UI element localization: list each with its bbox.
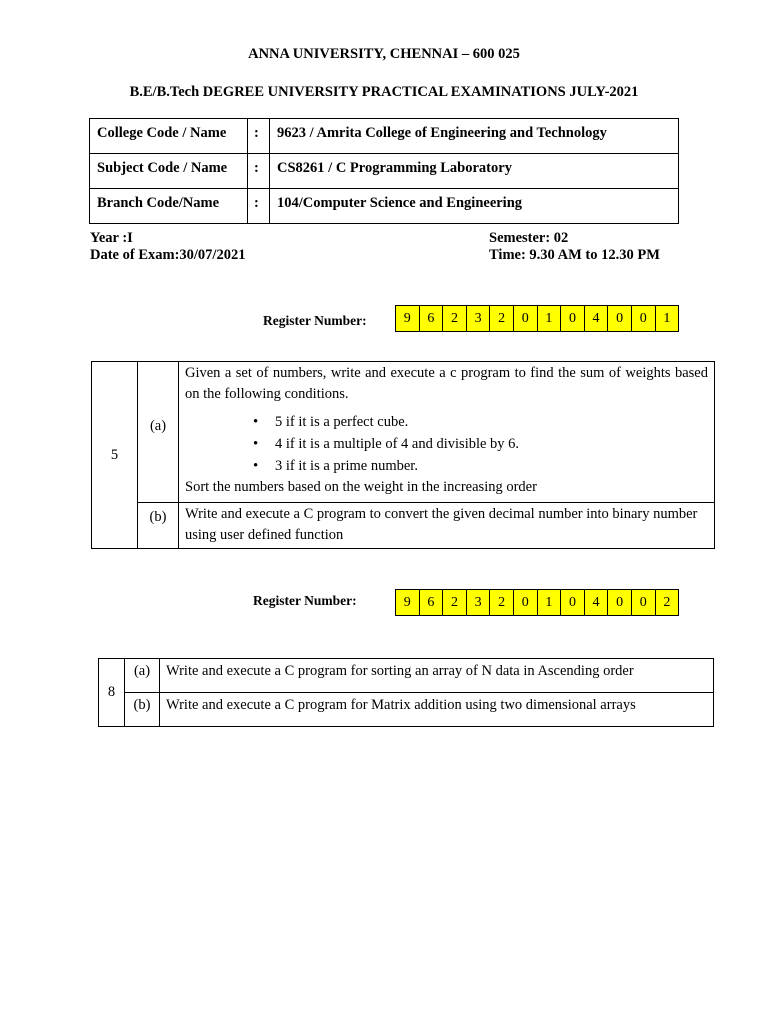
part-b-text: Write and execute a C program for Matrix addition using two dimensional arrays	[160, 693, 714, 727]
info-value: 9623 / Amrita College of Engineering and Technology	[270, 119, 679, 154]
part-b-text: Write and execute a C program to convert the given decimal number into binary number using user defined function	[179, 503, 715, 549]
register-digit: 0	[631, 306, 655, 332]
part-a-text: Write and execute a C program for sorting an array of N data in Ascending order	[160, 659, 714, 693]
register-digit: 3	[466, 590, 490, 616]
register-digit: 6	[419, 306, 443, 332]
register-digit: 2	[443, 590, 467, 616]
register-digit: 0	[608, 590, 632, 616]
register-digit: 9	[396, 306, 420, 332]
info-row-college	[90, 119, 679, 154]
register-digit: 1	[655, 306, 679, 332]
list-item: • 4 if it is a multiple of 4 and divisible by 6.	[275, 433, 708, 455]
part-a-label: (a)	[125, 659, 160, 693]
question-number: 8	[99, 659, 125, 727]
part-a-intro: Given a set of numbers, write and execute a c program to find the sum of weights based on the following conditions.	[185, 365, 708, 402]
info-value: 104/Computer Science and Engineering	[270, 189, 679, 224]
register-digit: 2	[490, 306, 514, 332]
register-digit: 0	[561, 306, 585, 332]
part-b-label: (b)	[138, 503, 179, 549]
question-8-table	[98, 658, 714, 727]
register-number-2	[395, 589, 679, 616]
register-digit: 1	[537, 590, 561, 616]
exam-date-text: Date of Exam:30/07/2021	[90, 247, 246, 263]
year-text: Year :I	[90, 230, 133, 246]
register-digit: 1	[537, 306, 561, 332]
info-label: College Code / Name	[90, 119, 248, 154]
part-a-outro: Sort the numbers based on the weight in the increasing order	[185, 479, 537, 495]
list-item: • 5 if it is a perfect cube.	[275, 411, 708, 433]
weight-conditions-list	[185, 411, 708, 477]
info-value: CS8261 / C Programming Laboratory	[270, 154, 679, 189]
info-separator: :	[248, 189, 270, 224]
part-a-text	[179, 362, 715, 503]
info-row-subject	[90, 154, 679, 189]
info-separator: :	[248, 154, 270, 189]
exam-title: B.E/B.Tech DEGREE UNIVERSITY PRACTICAL EXAMINATIONS JULY-2021	[129, 84, 639, 100]
register-digit: 3	[466, 306, 490, 332]
part-a-label: (a)	[138, 362, 179, 503]
register-digit: 9	[396, 590, 420, 616]
register-digit: 0	[561, 590, 585, 616]
register-number-label: Register Number:	[263, 313, 367, 328]
register-digit: 4	[584, 590, 608, 616]
register-digit: 0	[513, 590, 537, 616]
register-digit: 0	[608, 306, 632, 332]
register-number-1	[395, 305, 679, 332]
info-row-branch	[90, 189, 679, 224]
info-label: Branch Code/Name	[90, 189, 248, 224]
info-table	[89, 118, 679, 224]
part-b-label: (b)	[125, 693, 160, 727]
info-label: Subject Code / Name	[90, 154, 248, 189]
register-number-label: Register Number:	[253, 593, 357, 608]
register-digit: 0	[631, 590, 655, 616]
list-item: • 3 if it is a prime number.	[275, 455, 708, 477]
register-digit: 0	[513, 306, 537, 332]
register-digit: 2	[490, 590, 514, 616]
register-digit: 2	[655, 590, 679, 616]
semester-text: Semester: 02	[489, 230, 569, 246]
info-separator: :	[248, 119, 270, 154]
register-digit: 6	[419, 590, 443, 616]
university-title: ANNA UNIVERSITY, CHENNAI – 600 025	[248, 46, 520, 62]
question-number: 5	[92, 362, 138, 549]
exam-time-text: Time: 9.30 AM to 12.30 PM	[489, 247, 660, 263]
register-digit: 2	[443, 306, 467, 332]
question-5-table	[91, 361, 715, 549]
register-digit: 4	[584, 306, 608, 332]
